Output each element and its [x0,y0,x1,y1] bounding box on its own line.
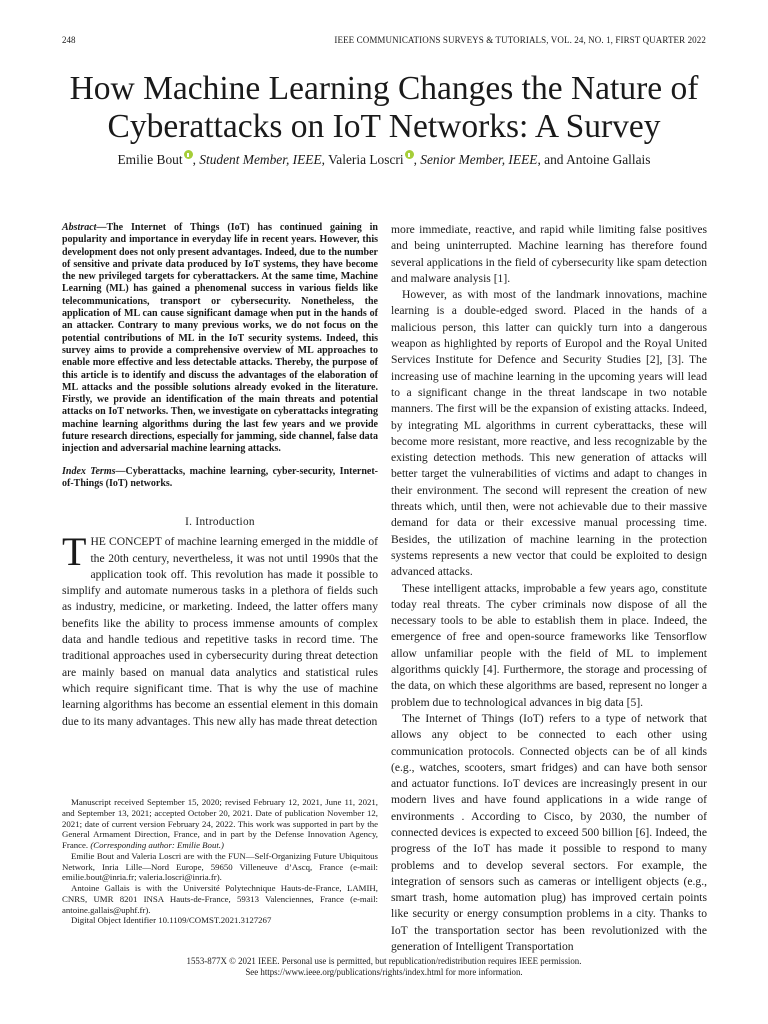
right-column [391,222,707,955]
orcid-icon[interactable] [405,150,414,159]
footnote-affiliation: Emilie Bout and Valeria Loscri are with the FUN—Self-Organizing Future Ubiquitous Network, Inria Lille—Nord Europe, 59650 Villeneuve d’Ascq, France (e-mail: emilie.bout@inria.fr; valeria.loscri@inria.fr). [62,850,378,883]
page-number: 248 [62,35,76,45]
corresponding-author: (Corresponding author: Emilie Bout.) [90,840,224,850]
copyright-line: 1553-877X © 2021 IEEE. Personal use is permitted, but republication/redistribution requires IEEE permission. [186,956,582,966]
journal-name: IEEE COMMUNICATIONS SURVEYS & TUTORIALS, VOL. 24, NO. 1, FIRST QUARTER 2022 [334,35,706,45]
footnote-manuscript [62,797,378,851]
title-line-1: How Machine Learning Changes the Nature of [69,70,699,107]
drop-cap: T [62,529,87,575]
author-role: Senior Member, IEEE [420,152,538,167]
left-column [62,222,378,730]
title-line-2: Cyberattacks on IoT Networks: A Survey [107,108,661,145]
footnote-affiliation: Antoine Gallais is with the Université Polytechnique Hauts-de-France, LAMIH, CNRS, UMR 8201 INSA Hauts-de-France, 59313 Valenciennes, France (e-mail: antoine.gallais@uphf.fr). [62,883,378,915]
author-name: Emilie Bout [117,152,183,167]
abstract-text: —The Internet of Things (IoT) has continued gaining in popularity and importance in everyday life in recent years. However, this development does not only present advantages. Indeed, due to the number of sensitive and private data produced by IoT systems, they have become the new privileged targets for cyberattackers. At the same time, Machine Learning (ML) has gained a phenomenal success in various fields like telecommunications, transport or cybersecurity. Nonetheless, the application of ML can cause significant damage when put in the hands of an attacker. Contrary to many previous works, we do not focus on the potential contributions of ML in the IoT security systems. Indeed, this survey aims to provide a comprehensive overview of ML approaches to enable more effective and less detectable attacks. Thereby, the purpose of this article is to identify and discuss the advantages of the elaboration of ML attacks and the possible solutions already evoked in the literature. Firstly, we provide an identification of the main threats and potential attacks on IoT networks. Then, we investigate on cyberattacks integrating machine learning algorithms during the last few years and we provide future research directions, especially for jamming, side channel, false data injection and adversarial machine learning attacks. [62,222,378,455]
abstract-label: Abstract [62,222,97,233]
orcid-icon[interactable] [184,150,193,159]
rights-link[interactable]: See https://www.ieee.org/publications/rights/index.html for more information. [245,967,523,977]
abstract [62,222,378,456]
footnotes [62,797,378,926]
intro-text: of machine learning emerged in the middle of the 20th century, nevertheless, it was not until 1990s that the application took off. This revolution has made it possible to simplify and automate numerous tasks in a plethora of fields such as industry, medicine, or marketing. Indeed, the latter offers many benefits like the ability to process immense amounts of complex data and handle tedious and repetitive tasks in record time. The traditional approaches used in cybersecurity during threat detection are mainly based on manual data analytics and statistical rules which require significant time. That is why the use of machine learning algorithms has become an essential element in this domain due to its many advantages. This new ally has made threat detection [62,535,379,728]
body-paragraph: These intelligent attacks, improbable a few years ago, constitute today real threats. The cyber criminals now dispose of all the necessary tools to be able to establish them in place. Indeed, the emergence of free and open-source frameworks like Tensorflow allow unfamiliar people with the field of ML to implement algorithms quickly [4]. Furthermore, the storage and processing of the data, on which these algorithms are based, represent no longer a problem due to technological advances in big data [5]. [391,581,707,709]
section-heading: I. Introduction [185,516,255,529]
author-list: Emilie Bout , Student Member, IEEE, Valeria Loscri , Senior Member, IEEE, and Antoine Gallais [117,152,651,167]
paper-title [40,70,728,146]
intro-lead: HE CONCEPT [90,535,162,549]
body-paragraph: However, as with most of the landmark innovations, machine learning is a double-edged sword. Placed in the hands of a malicious person, this latter can quickly turn into a dangerous weapon as highlighted by reports of Europol and the Royal United Services Institute for Defence and Security Studies [2], [3]. The increasing use of machine learning in the upcoming years will lead to a significant change in the threat landscape in two notable manners. The first will be the expansion of existing attacks. Indeed, by integrating ML algorithms in current cyberattacks, these will become more resistant, more reactive, and less recognizable by the existing detection methods. This new generation of attacks will better target the vulnerabilities of victims and adapt to changes in their environment. The second will represent the creation of new threats which, until then, were not achievable due to their massive demand for data or their excessive manual processing time. Besides, the utilization of machine learning in the protection systems represents a new vector that could be exploited to design advanced attacks. [391,288,707,579]
copyright-notice [0,956,768,978]
body-paragraph: more immediate, reactive, and rapid while limiting false positives and being uninterrupted. Machine learning has therefore found several applications in the field of cybersecurity like spam detection and malware analysis [1]. [391,223,707,285]
running-header [62,35,706,49]
author-name: , and Antoine Gallais [537,152,651,167]
index-terms [62,466,378,491]
author-role: Student Member, IEEE [199,152,322,167]
intro-paragraph [62,529,379,730]
author-name: Valeria Loscri [328,152,404,167]
index-terms-label: Index Terms [62,465,116,477]
footnote-text: Manuscript received September 15, 2020; revised February 12, 2021, June 11, 2021, and September 13, 2021; accepted October 20, 2021. Date of publication November 12, 2021; date of current version February 24, 2022. This work was supported in part by the General Armament Direction, France, and in part by the Defense Innovation Agency, France. [62,797,378,850]
body-paragraph: The Internet of Things (IoT) refers to a type of network that allows any object to be connected to each other using communication protocols. Connected objects can be of all kinds (e.g., watches, scooters, smart fridges) and can have both sensor and actuator functions. IoT devices are increasingly present in our modern lives and have found applications in a wide range of environments . According to Cisco, by 2030, the number of connected devices is expected to exceed 500 billion [6]. Indeed, the progress of the IoT has made it possible to respond to many problems and to develop several sectors. For example, the integration of sensors such as cameras or intelligent objects (e.g., smart trash, home automation plug) has improved certain points like security or energy consumption problems in a city. Thanks to IoT the transportation sector has been revolutionized with the generation of Intelligent Transportation [391,711,707,954]
index-terms-text: —Cyberattacks, machine learning, cyber-security, Internet-of-Things (IoT) networks. [62,465,378,489]
doi-link[interactable]: Digital Object Identifier 10.1109/COMST.2021.3127267 [71,915,272,926]
